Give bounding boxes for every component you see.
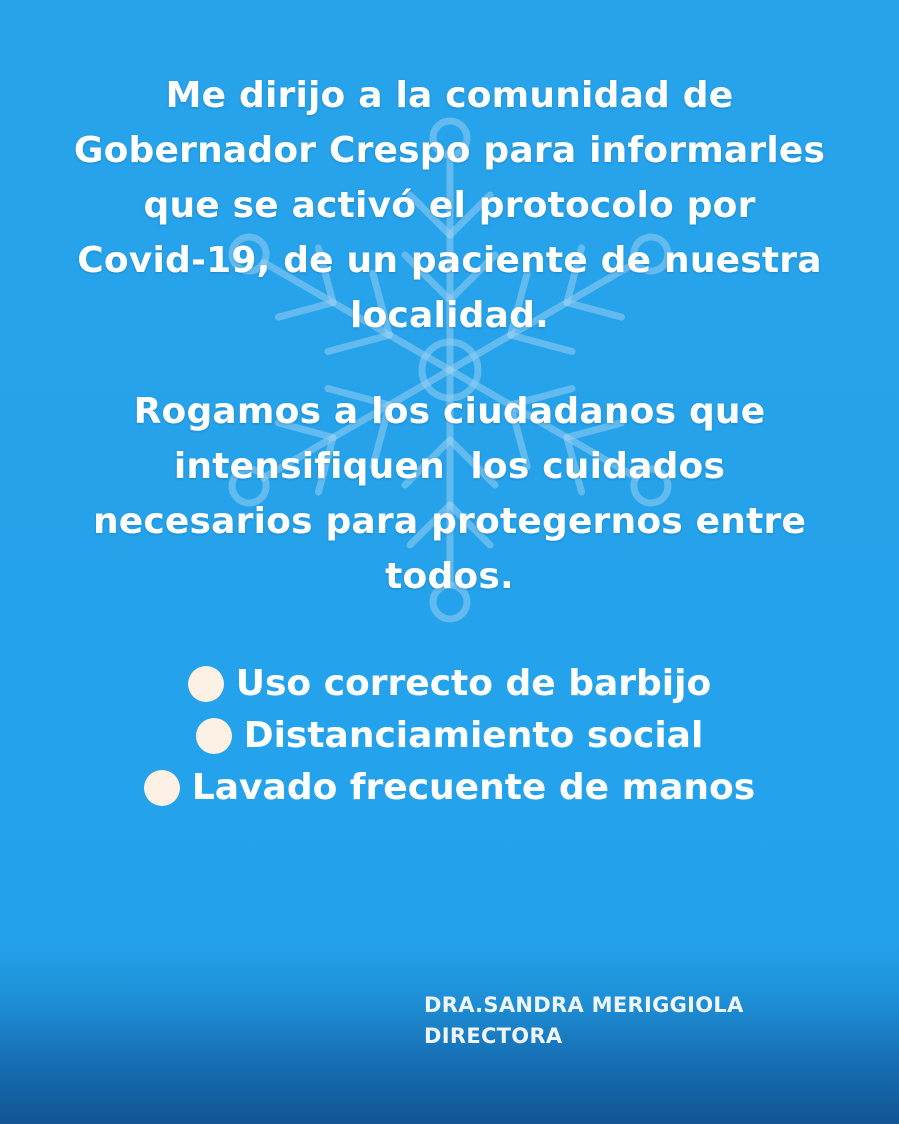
request-line: necesarios para protegernos entre (92, 501, 807, 542)
intro-line: Me dirijo a la comunidad de (165, 75, 734, 116)
bullet-dot-icon (188, 666, 224, 702)
list-item (0, 710, 899, 762)
signature-title: DIRECTORA (424, 1024, 563, 1048)
signature-name: DRA.SANDRA MERIGGIOLA (424, 993, 744, 1017)
list-item-label: Lavado frecuente de manos (191, 767, 756, 808)
intro-line: que se activó el protocolo por (143, 185, 756, 226)
list-item-label: Uso correcto de barbijo (235, 663, 712, 704)
list-item (0, 762, 899, 814)
request-line: Rogamos a los ciudadanos que (133, 391, 766, 432)
intro-line: localidad. (350, 295, 549, 336)
request-line: intensifiquen los cuidados (173, 446, 726, 487)
intro-line: Covid-19, de un paciente de nuestra (77, 240, 822, 281)
bullet-dot-icon (196, 718, 232, 754)
list-item-label: Distanciamiento social (243, 715, 704, 756)
signature-block (424, 990, 744, 1052)
request-line: todos. (385, 556, 514, 597)
intro-paragraph (0, 68, 899, 343)
request-paragraph (0, 384, 899, 604)
bullet-dot-icon (144, 770, 180, 806)
intro-line: Gobernador Crespo para informarles (73, 130, 826, 171)
list-item (0, 658, 899, 710)
care-list (0, 658, 899, 814)
